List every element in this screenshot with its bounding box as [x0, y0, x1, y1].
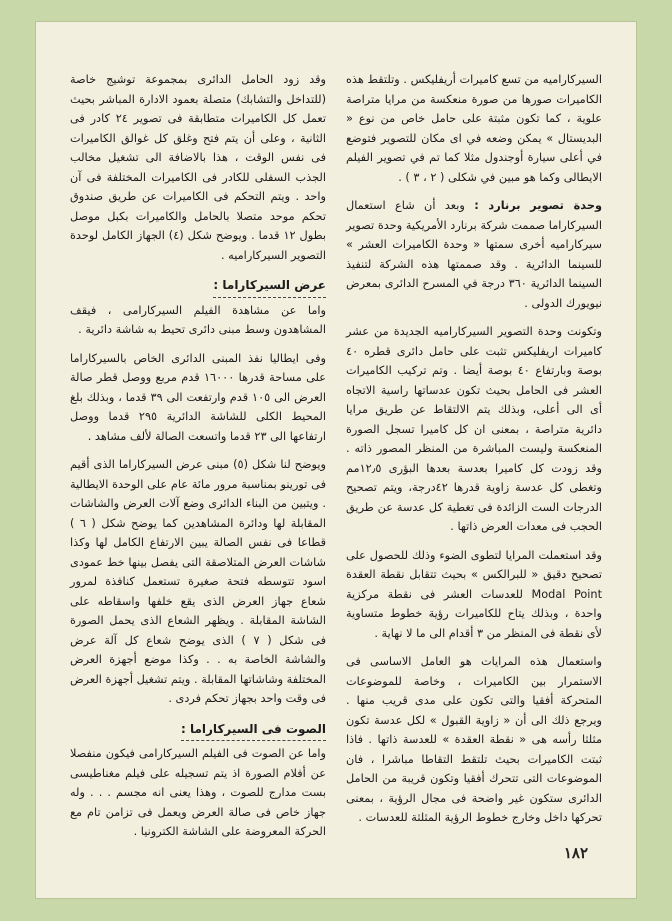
- paragraph: واما عن مشاهدة الفيلم السيركارامى ، فيقف المشاهدون وسط مبنى دائرى تحيط به شاشة دائرية .: [70, 303, 326, 336]
- right-column: [346, 70, 602, 837]
- section-lead: وحدة تصوير برنارد :: [474, 199, 602, 212]
- paragraph: السيركاراميه من تسع كاميرات أريفليكس . وتلتقط هذه الكاميرات صورها من صورة منعكسة من مرايا متراصة علوية ، كما تكون مثبتة على حامل خاص من نوع « البديستال » يمكن وضعه في اى مكان للتصوير فتوضع في أعلى سيارة أوجندول مثلا كما تم في تصوير الفيلم الايطالى وكما هو مبين في شكلى ( ٢ ، ٣ ) .: [346, 73, 602, 184]
- paragraph: ويوضح لنا شكل (٥) مبنى عرض السيركاراما الذى أقيم فى تورينو بمناسبة مرور مائة عام على الوحدة الايطالية . ويتبين من البناء الدائرى وضع آلات العرض والشاشات المقابلة لها ودائرة المشاهدين كما يوضح شكل ( ٦ ) قطاعا فى نفس الصالة يبين الارتفاع الكامل لها وكذا شاشات العرض المتلاصقة التى يفصل بينها خط عمودى اسود تتوسطه فتحة صغيرة تستعمل كنافذة لمرور شعاع جهاز العرض الذى يقع خلفها واسقاطه على الشاشة المقابلة . ويظهر الشعاع الذى يحمل الصورة فى شكل ( ٧ ) الذى يوضح شعاع كل آلة عرض والشاشة الخاصة به . . وكذا موضع أجهزة العرض المختلفة وشاشاتها المقابلة . ويتم تشغيل أجهزة العرض فى وقت واحد بجهاز تحكم فردى .: [70, 458, 327, 705]
- paragraph: وقد زود الحامل الدائرى بمجموعة توشيج خاصة (للتداخل والتشابك) متصلة بعمود الادارة المباشر بحيث تعمل كل الكاميرات متطابقة فى تصوير ٢٤ كادر فى الثانية ، وعلى أن يتم فتح وغلق كل غوالق الكاميرات فى نفس الوقت ، هذا بالاضافة الى تشغيل مخالب الجذب السفلى للكادر فى الكاميرات المختلفة فى آن واحد . ويتم التحكم فى الكاميرات عن طريق صندوق تحكم موحد متصلا بالحامل والكاميرات بكبل موصل بطول ١٢ قدما . ويوضح شكل (٤) الجهاز الكامل لوحدة التصوير السيركاراميه .: [70, 73, 326, 262]
- paragraph: واستعمال هذه المرايات هو العامل الاساسى فى الاستمرار بين الكاميرات ، وخاصة للموضوعات المتحركة أفقيا والتى تكون على مدى قريب منها . ويرجع ذلك الى أن « زاوية القبول » لكل عدسة تكون مثلثا رأسه هى « نقطة العقدة » للعدسة ذاتها . فاذا ثبتت الكاميرات بحيث تلتقط التقاطا مباشرا ، فان الموضوعات التى تتحرك أفقيا وتكون قريبة من الحامل الدائرى ستكون غير واضحة فى مجال الرؤية ، بمعنى تحركها داخل وخارج خطوط الرؤية المثلثة للعدسات .: [346, 655, 602, 824]
- paragraph: واما عن الصوت فى الفيلم السيركارامى فيكون منفصلا عن أفلام الصورة اذ يتم تسجيله على فيلم مغناطيسى بست مدارج للصوت ، وهذا يعنى انه مجسم . . . وله جهاز خاص فى صالة العرض ويعمل فى تزامن تام مع الحركة المعروضة على الشاشة الكترونيا .: [70, 747, 326, 838]
- section-heading: الصوت فى السيركاراما :: [181, 720, 326, 742]
- paragraph: [346, 196, 602, 313]
- paragraph-body: وبعد أن شاع استعمال السيركاراما صممت شركة برنارد الأمريكية وحدة تصوير سيركاراميه أخرى سمتها « وحدة الكاميرات العشر » للسينما الدائرية . وقد صممتها هذه الشركة لتنفيذ السينما الدائرية ٣٦٠ درجة في المسرح الدائرى بمعرض نيويورك الدولى .: [346, 199, 602, 310]
- paragraph: وفى ايطاليا نفذ المبنى الدائرى الخاص بالسيركاراما على مساحة قدرها ١٦٠٠٠ قدم مربع ووصل قطر صالة العرض الى ١٠٥ قدم وارتفعت الى ٣٩ قدما ، وبذلك بلغ المحيط الكلى للشاشة الدائرية ٢٩٥ قدما ووصل ارتفاعها الى ٢٣ قدما واتسعت الصالة لألف مشاهد .: [70, 351, 327, 443]
- left-column: [70, 70, 326, 851]
- paragraph: وتكونت وحدة التصوير السيركاراميه الجديدة من عشر كاميرات اريفليكس تثبت على حامل دائرى قطره ٤٠ بوصة وبارتفاع ٤٠ بوصة أيضا . وتم تركيب الكاميرات العشر فى الحامل بحيث تكون عدساتها راسية الاتجاه أى الى أعلى، وبذلك يتم الالتقاط عن طريق مرايا دائرية متراصة ، بمعنى ان كل كاميرا تسجل الصورة المنعكسة وليست المباشرة من المنظر المصور ذاته . وقد زودت كل كاميرا بعدسة بعدها البؤرى ١٢٫٥مم وتغطى كل عدسة زاوية قدرها ٤٢درجة، ويتم تصحيح الدرجات الست الزائدة فى تغطية كل عدسة عن طريق الحجب فى معدات العرض ذاتها .: [346, 325, 603, 533]
- paragraph: وقد استعملت المرايا لتطوى الضوء وذلك للحصول على تصحيح دقيق « للبرالكس » بحيث تتقابل نقطة العقدة Modal Point للعدسات العشر فى نقطة مركزية واحدة ، وبذلك يتاح للكاميرات رؤية خطوط متساوية لأى نقطة فى المنظر من ٣ أقدام الى ما لا نهاية .: [346, 548, 603, 640]
- book-page: [36, 22, 636, 898]
- page-number: ١٨٢: [563, 844, 588, 862]
- section-heading: عرض السيركاراما :: [213, 276, 326, 298]
